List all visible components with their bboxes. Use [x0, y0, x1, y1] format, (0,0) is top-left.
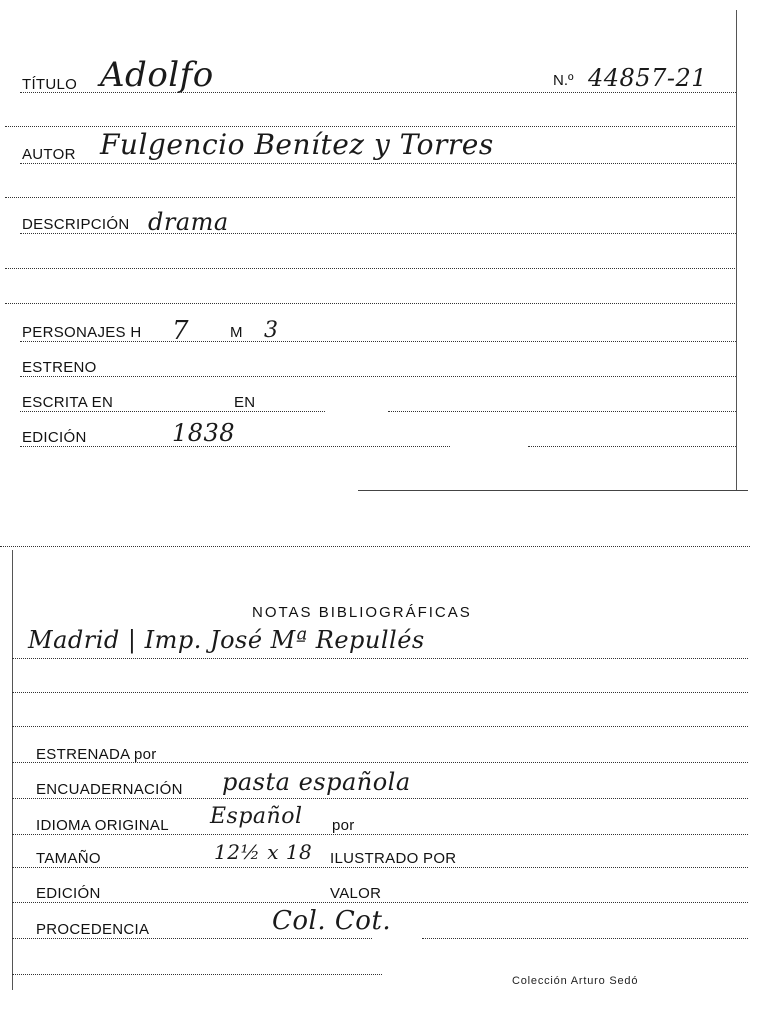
author-underline — [20, 163, 736, 164]
description-underline — [20, 233, 736, 234]
binding-value: pasta española — [222, 768, 411, 796]
number-label: N.º — [553, 72, 574, 89]
provenance-value: Col. Cot. — [272, 906, 392, 936]
characters-m-value: 3 — [264, 318, 279, 343]
rule-3 — [5, 268, 735, 269]
notes-heading: NOTAS BIBLIOGRÁFICAS — [252, 604, 472, 621]
binding-underline — [12, 798, 748, 799]
collection-credit: Colección Arturo Sedó — [512, 975, 639, 987]
description-label: DESCRIPCIÓN — [22, 216, 130, 233]
title-underline — [20, 92, 736, 93]
number-value: 44857-21 — [588, 64, 707, 92]
rule-4 — [5, 303, 735, 304]
size-underline — [12, 867, 748, 868]
edition-value: 1838 — [172, 419, 236, 447]
title-value: Adolfo — [100, 55, 214, 95]
size-value: 12½ x 18 — [214, 840, 313, 864]
notes-line-3 — [12, 726, 748, 727]
provenance-underline-b — [422, 938, 748, 939]
rule-2 — [5, 197, 735, 198]
written-en-label: EN — [234, 394, 256, 411]
notes-line-1 — [12, 658, 748, 659]
premiere-label: ESTRENO — [22, 359, 97, 376]
edition-underline-b — [528, 446, 736, 447]
premiere-underline — [20, 376, 736, 377]
characters-label: PERSONAJES H — [22, 324, 142, 341]
bottom-card-top-edge — [0, 546, 750, 547]
characters-h-value: 7 — [172, 316, 190, 346]
written-label: ESCRITA EN — [22, 394, 114, 411]
language-label: IDIOMA ORIGINAL — [36, 817, 169, 834]
written-underline-b — [388, 411, 736, 412]
language-por-label: por — [332, 817, 355, 834]
notes-value: Madrid | Imp. José Mª Repullés — [28, 626, 425, 654]
value-label: VALOR — [330, 885, 382, 902]
edition-underline-a — [20, 446, 450, 447]
notes-line-2 — [12, 692, 748, 693]
premiered-by-underline — [12, 762, 748, 763]
bottom-catalog-card — [0, 540, 759, 1028]
characters-m-label: M — [230, 324, 243, 341]
author-label: AUTOR — [22, 146, 76, 163]
title-label: TÍTULO — [22, 76, 78, 93]
language-value: Español — [210, 804, 303, 829]
language-underline — [12, 834, 748, 835]
top-card-bottom-rule — [358, 490, 748, 491]
characters-underline — [20, 341, 736, 342]
top-card-right-edge — [736, 10, 737, 490]
premiered-by-label: ESTRENADA por — [36, 746, 157, 763]
size-label: TAMAÑO — [36, 850, 101, 867]
bottom-edition-label: EDICIÓN — [36, 885, 101, 902]
written-underline-a — [20, 411, 325, 412]
binding-label: ENCUADERNACIÓN — [36, 781, 183, 798]
edition-label: EDICIÓN — [22, 429, 87, 446]
bottom-card-bottom-rule — [12, 974, 382, 975]
description-value: drama — [148, 208, 229, 236]
rule-1 — [5, 126, 735, 127]
bottom-card-left-edge — [12, 550, 13, 990]
illustrated-label: ILUSTRADO POR — [330, 850, 457, 867]
author-value: Fulgencio Benítez y Torres — [100, 128, 494, 161]
provenance-underline-a — [12, 938, 372, 939]
provenance-label: PROCEDENCIA — [36, 921, 150, 938]
edition-value-underline — [12, 902, 748, 903]
